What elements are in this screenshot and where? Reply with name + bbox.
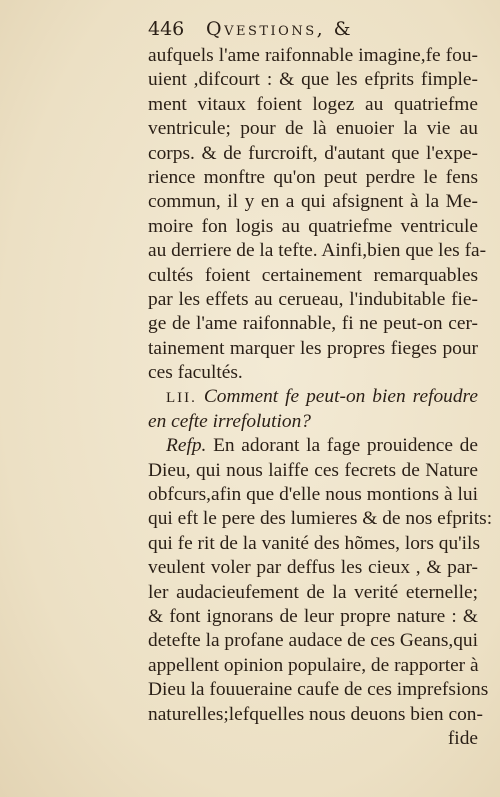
text-line: tainement marquer les propres fieges pour (148, 337, 478, 359)
text-line: veulent voler par deffus les cieux , & par- (148, 557, 478, 579)
answer-text: En adorant la fage prouidence de (213, 435, 478, 457)
question-number: LII. (166, 390, 197, 407)
text-line: ler audacieufement de la verité eternelle; (148, 581, 478, 603)
question-heading (148, 385, 478, 409)
answer-label: Refp. (166, 435, 207, 457)
text-line: & font ignorans de leur propre nature : & (148, 605, 478, 627)
text-line: qui eft le pere des lumieres & de nos efprits: (148, 508, 493, 530)
text-line: ventricule; pour de là enuoier la vie au (148, 118, 478, 140)
text-line: rience monftre qu'on peut perdre le fens (148, 166, 478, 188)
text-line: aufquels l'ame raifonnable imagine,fe fou- (148, 45, 478, 66)
text-line: par les effets au cerueau, l'indubitable fie- (148, 288, 478, 310)
text-line: obfcurs,afin que d'elle nous montions à lui (148, 484, 478, 506)
running-head: Qvestions, & (206, 18, 354, 40)
text-line: qui fe rit de la vanité des hõmes, lors qu'ils (148, 532, 480, 554)
answer-first-line (148, 434, 478, 458)
question-text: Comment fe peut-on bien refoudre (203, 386, 478, 408)
text-line: appellent opinion populaire, de rapporter à (148, 654, 479, 676)
text-line: commun, il y en a qui afsignent à la Me- (148, 191, 478, 213)
text-line: uient ,difcourt : & que les efprits fimple- (148, 69, 478, 91)
page-number: 446 (148, 18, 185, 40)
text-line: naturelles;lefquelles nous deuons bien con- (148, 703, 483, 725)
text-line: ces facultés. (148, 362, 243, 384)
text-line: Dieu la fouueraine caufe de ces imprefsions (148, 679, 489, 701)
text-line: corps. & de furcroift, d'autant que l'expe- (148, 142, 478, 164)
text-line: ment vitaux foient logez au quatriefme (148, 93, 478, 115)
text-line: ge de l'ame raifonnable, fi ne peut-on cer- (148, 313, 478, 335)
text-line: moire fon logis au quatriefme ventricule (148, 215, 478, 237)
text-line: cultés foient certainement remarquables (148, 264, 478, 286)
text-line: Dieu, qui nous laiffe ces fecrets de Nature (148, 459, 478, 481)
question-text-cont: en cefte irrefolution? (148, 410, 311, 432)
text-line: detefte la profane audace de ces Geans,qui (148, 630, 479, 652)
body-text (148, 44, 493, 751)
catchword: fide (447, 727, 478, 749)
text-line: au derriere de la tefte. Ainfi,bien que les fa- (148, 240, 487, 262)
